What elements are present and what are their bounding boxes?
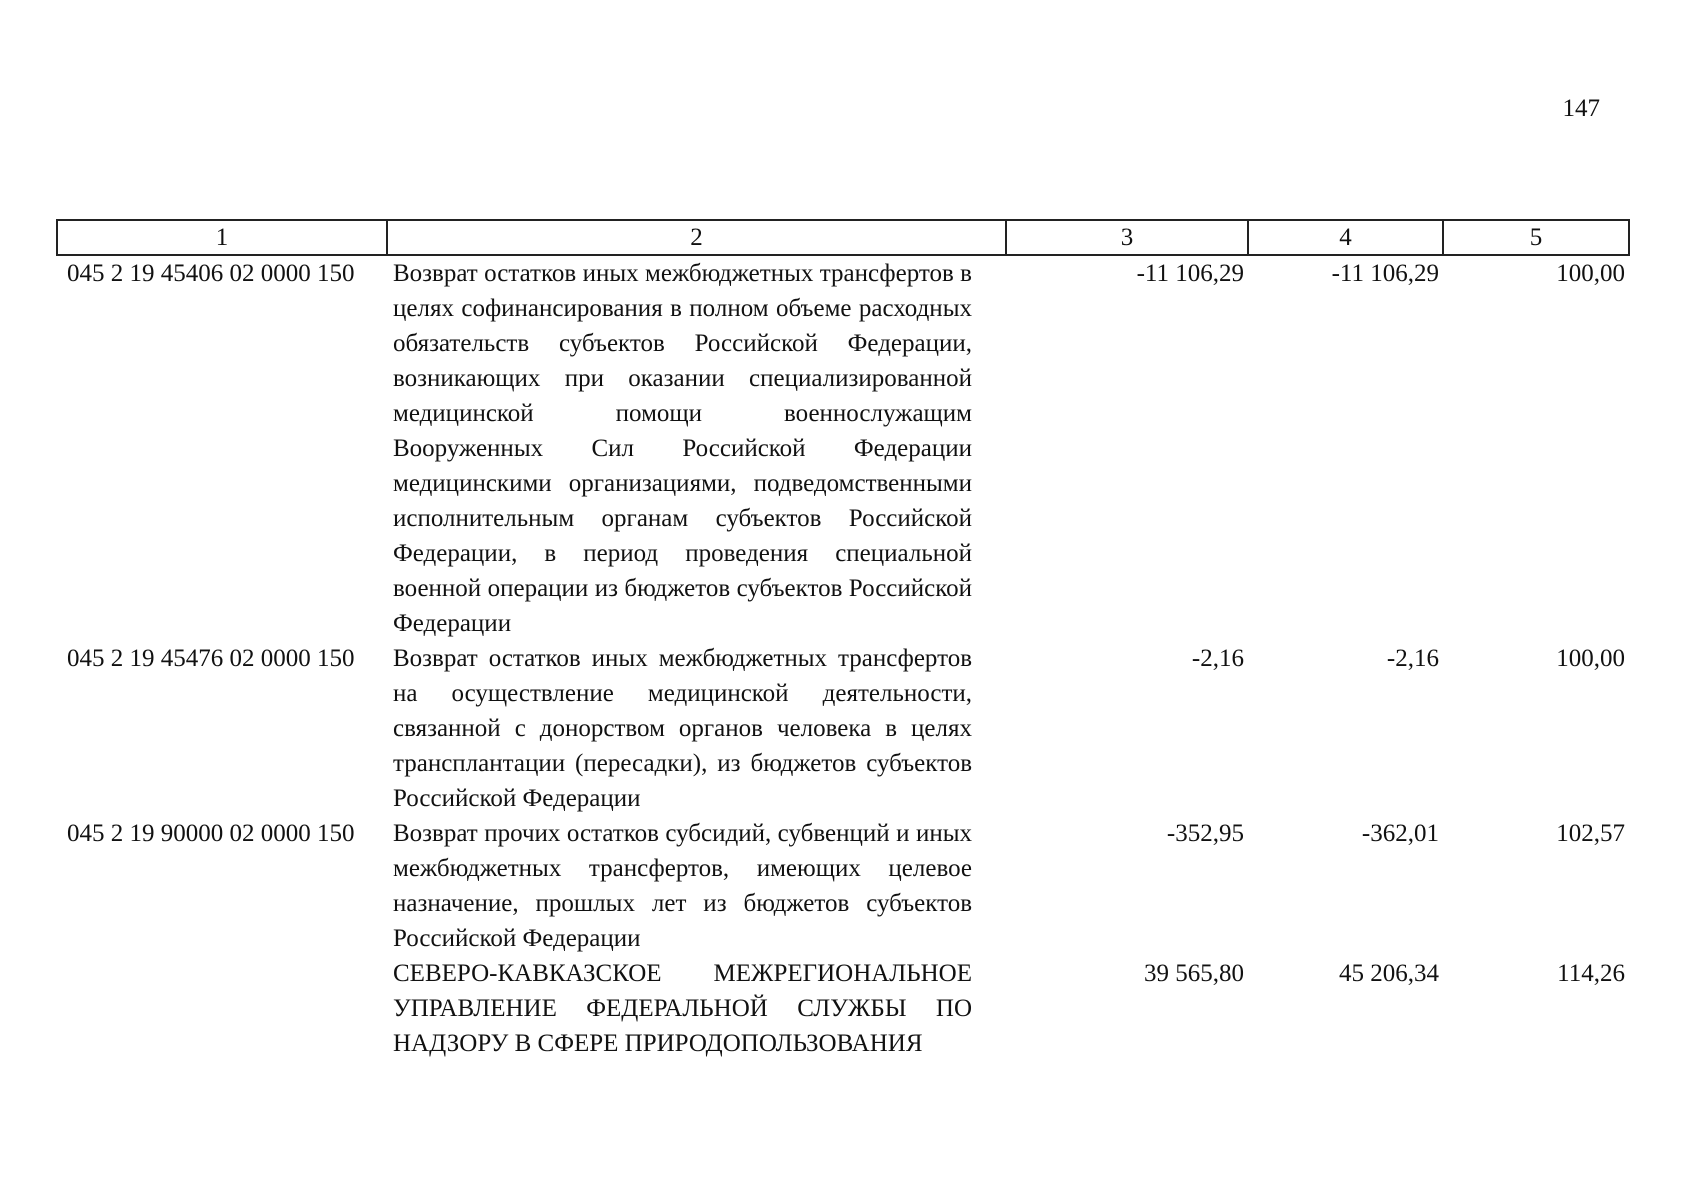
budget-code: 045 2 19 45406 02 0000 150: [67, 260, 355, 287]
row-description: Возврат прочих остатков субсидий, субвенций и иных межбюджетных трансфертов, имеющих целевое назначение, прошлых лет из бюджетов субъектов Российской Федерации: [393, 820, 972, 952]
value-col-4: 45 206,34: [1339, 960, 1439, 987]
value-col-3: -2,16: [1191, 645, 1244, 672]
header-col-3: 3: [1006, 220, 1248, 255]
value-col-5: 100,00: [1556, 260, 1625, 287]
value-col-4: -11 106,29: [1331, 260, 1439, 287]
table-row: [57, 641, 1629, 816]
value-col-5: 100,00: [1556, 645, 1625, 672]
budget-table: [56, 219, 1630, 1061]
page-number: 147: [1562, 95, 1600, 122]
table-header: [57, 220, 1629, 255]
table-body: [57, 255, 1629, 1061]
header-col-2: 2: [387, 220, 1006, 255]
value-col-5: 114,26: [1557, 960, 1625, 987]
budget-code: 045 2 19 90000 02 0000 150: [67, 820, 355, 847]
value-col-4: -362,01: [1361, 820, 1439, 847]
table-row: [57, 816, 1629, 956]
budget-code: [57, 956, 387, 1061]
header-col-5: 5: [1443, 220, 1629, 255]
value-col-3: -352,95: [1166, 820, 1244, 847]
row-description: Возврат остатков иных межбюджетных трансфертов в целях софинансирования в полном объеме расходных обязательств субъектов Российской Федерации, возникающих при оказании специализированной медицинской помощи военнослужащим Вооруженных Сил Российской Федерации медицинскими организациями, подведомственными исполнительным органам субъектов Российской Федерации, в период проведения специальной военной операции из бюджетов субъектов Российской Федерации: [393, 260, 972, 637]
table-row: [57, 956, 1629, 1061]
budget-code: 045 2 19 45476 02 0000 150: [67, 645, 355, 672]
value-col-5: 102,57: [1556, 820, 1625, 847]
header-col-4: 4: [1248, 220, 1443, 255]
header-col-1: 1: [57, 220, 387, 255]
value-col-3: 39 565,80: [1144, 960, 1244, 987]
value-col-4: -2,16: [1386, 645, 1439, 672]
row-description: СЕВЕРО-КАВКАЗСКОЕ МЕЖРЕГИОНАЛЬНОЕ УПРАВЛЕНИЕ ФЕДЕРАЛЬНОЙ СЛУЖБЫ ПО НАДЗОРУ В СФЕРЕ ПРИРОДОПОЛЬЗОВАНИЯ: [393, 960, 972, 1057]
table-row: [57, 255, 1629, 641]
row-description: Возврат остатков иных межбюджетных трансфертов на осуществление медицинской деятельности, связанной с донорством органов человека в целях трансплантации (пересадки), из бюджетов субъектов Российской Федерации: [393, 645, 972, 812]
header-row: [57, 220, 1629, 255]
value-col-3: -11 106,29: [1136, 260, 1244, 287]
